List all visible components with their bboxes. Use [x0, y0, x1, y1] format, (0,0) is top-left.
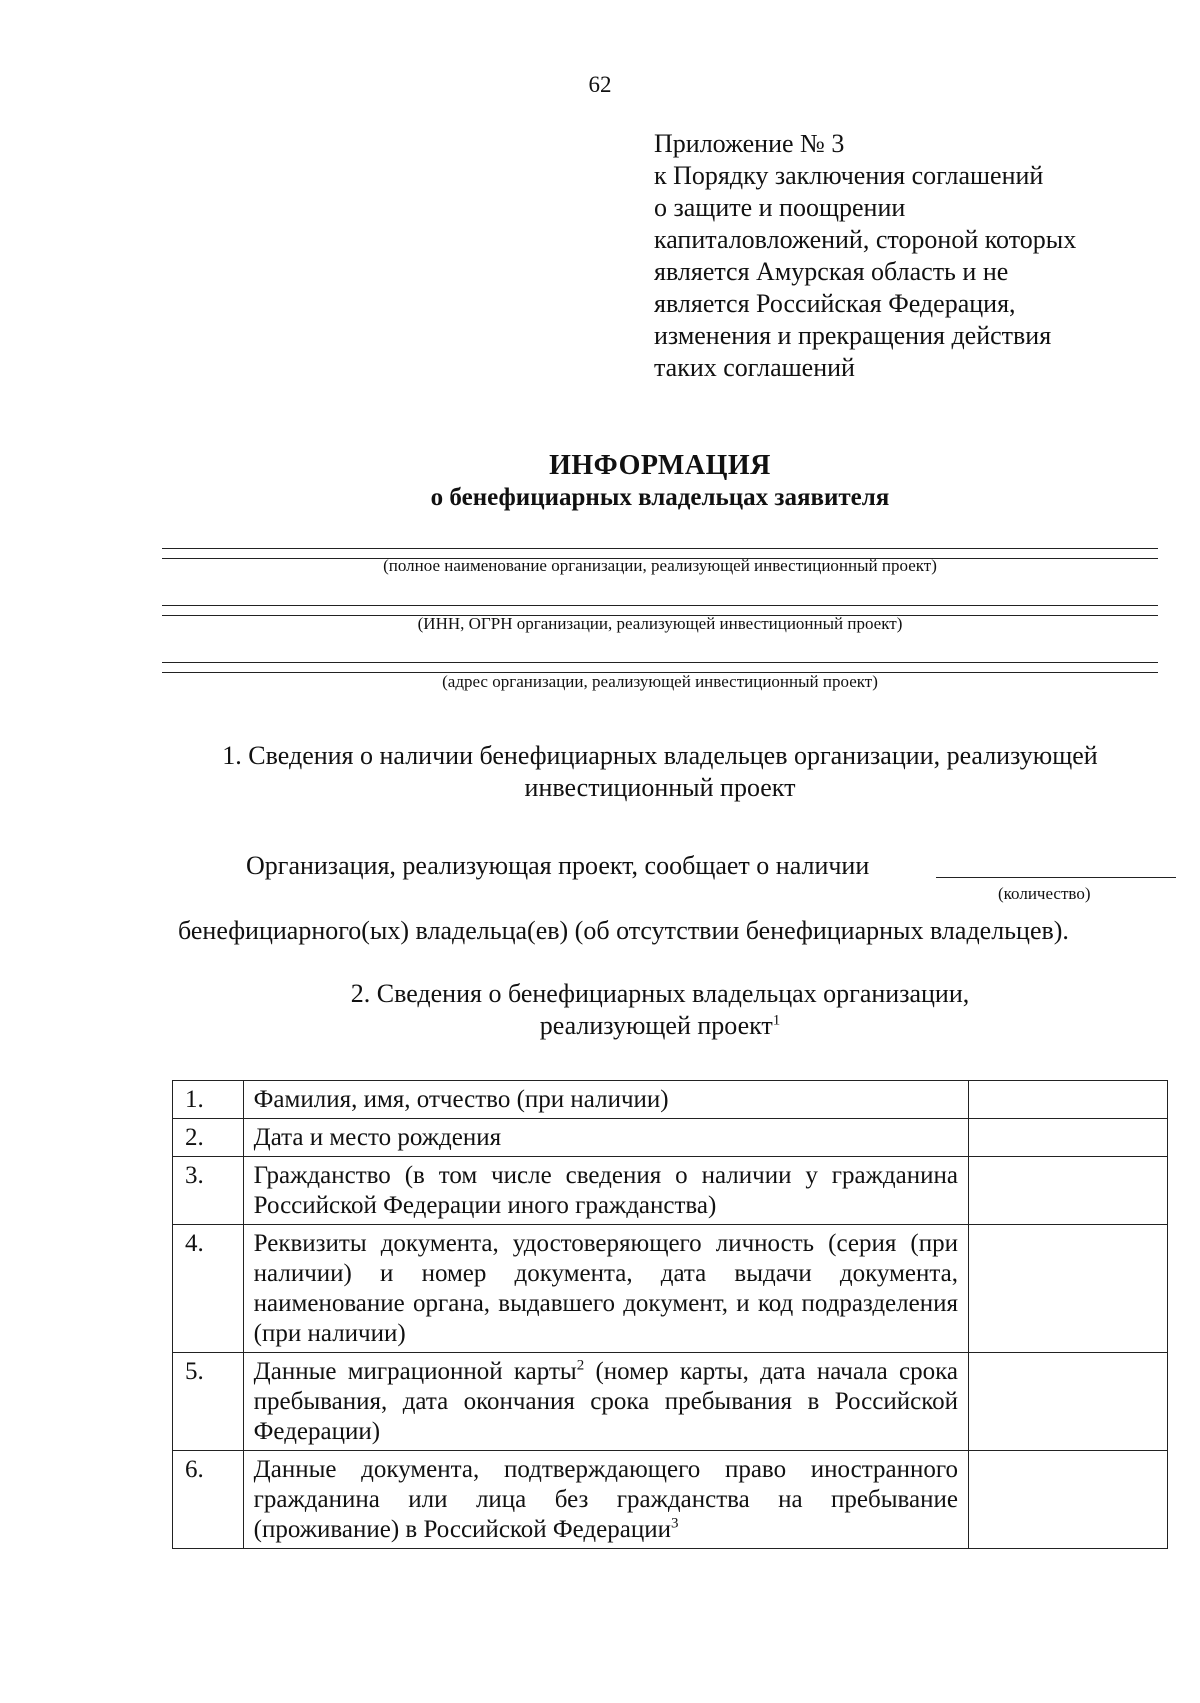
row-value-cell[interactable]	[968, 1353, 1167, 1451]
appendix-line: изменения и прекращения действия	[654, 321, 1052, 350]
beneficiary-info-table	[172, 1080, 1168, 1549]
row-number: 6.	[173, 1451, 244, 1549]
org-inn-ogrn-caption: (ИНН, ОГРН организации, реализующей инвестиционный проект)	[417, 614, 903, 633]
org-inn-ogrn-fill-line[interactable]	[162, 605, 1158, 606]
section1-heading-line: инвестиционный проект	[524, 773, 796, 802]
footnote-mark: 2	[576, 1357, 585, 1374]
org-address-caption: (адрес организации, реализующей инвестиционный проект)	[442, 672, 878, 691]
quantity-fill-line[interactable]	[936, 877, 1176, 878]
appendix-line: таких соглашений	[654, 353, 855, 382]
section1-heading	[0, 740, 1200, 804]
footnote-mark: 3	[670, 1515, 679, 1532]
section2-heading-text: реализующей проект	[539, 1011, 773, 1040]
document-subtitle: о бенефициарных владельцах заявителя	[430, 484, 890, 511]
row-description	[243, 1353, 968, 1451]
table-row	[173, 1081, 1168, 1119]
row-value-cell[interactable]	[968, 1157, 1167, 1225]
table-row	[173, 1225, 1168, 1353]
row-number: 2.	[173, 1119, 244, 1157]
footnote-mark: 1	[772, 1012, 781, 1029]
table-row	[173, 1451, 1168, 1549]
section2-heading-line: 2. Сведения о бенефициарных владельцах организации,	[350, 979, 970, 1008]
row-value-cell[interactable]	[968, 1451, 1167, 1549]
table-row	[173, 1157, 1168, 1225]
row-number: 5.	[173, 1353, 244, 1451]
row-number: 3.	[173, 1157, 244, 1225]
quantity-caption: (количество)	[998, 884, 1091, 903]
page-number: 62	[588, 72, 612, 97]
org-name-caption: (полное наименование организации, реализующей инвестиционный проект)	[383, 556, 937, 575]
section1-heading-line: 1. Сведения о наличии бенефициарных владельцев организации, реализующей	[222, 741, 1098, 770]
row-value-cell[interactable]	[968, 1225, 1167, 1353]
table-row	[173, 1119, 1168, 1157]
row-description-text: (номер карты, дата начала срока пребывания, дата окончания срока пребывания в Российской Федерации)	[253, 1358, 958, 1445]
appendix-block	[654, 128, 1174, 384]
row-description-text: Данные миграционной карты	[253, 1358, 577, 1385]
appendix-line: к Порядку заключения соглашений	[654, 161, 1044, 190]
row-description: Фамилия, имя, отчество (при наличии)	[243, 1081, 968, 1119]
beneficiary-text: бенефициарного(ых) владельца(ев) (об отсутствии бенефициарных владельцев).	[178, 916, 1069, 945]
row-number: 4.	[173, 1225, 244, 1353]
row-value-cell[interactable]	[968, 1119, 1167, 1157]
document-title: ИНФОРМАЦИЯ	[549, 450, 771, 481]
section2-heading-line	[0, 1010, 1200, 1042]
appendix-line: является Амурская область и не	[654, 257, 1009, 286]
org-address-fill-line[interactable]	[162, 662, 1158, 663]
org-name-fill-line[interactable]	[162, 548, 1158, 549]
appendix-line: Приложение № 3	[654, 129, 845, 158]
appendix-line: капиталовложений, стороной которых	[654, 225, 1077, 254]
row-value-cell[interactable]	[968, 1081, 1167, 1119]
appendix-line: о защите и поощрении	[654, 193, 906, 222]
row-number: 1.	[173, 1081, 244, 1119]
row-description	[243, 1451, 968, 1549]
row-description: Реквизиты документа, удостоверяющего личность (серия (при наличии) и номер документа, дата выдачи документа, наименование органа, выдавшего документ, и код подразделения (при наличии)	[243, 1225, 968, 1353]
appendix-line: является Российская Федерация,	[654, 289, 1016, 318]
presence-text: Организация, реализующая проект, сообщает о наличии	[246, 851, 870, 880]
row-description-text: Данные документа, подтверждающего право иностранного гражданина или лица без гражданства на пребывание (проживание) в Российской Федерации	[253, 1456, 958, 1543]
table-row	[173, 1353, 1168, 1451]
row-description: Дата и место рождения	[243, 1119, 968, 1157]
section2-heading	[0, 978, 1200, 1042]
row-description: Гражданство (в том числе сведения о наличии у гражданина Российской Федерации иного гражданства)	[243, 1157, 968, 1225]
